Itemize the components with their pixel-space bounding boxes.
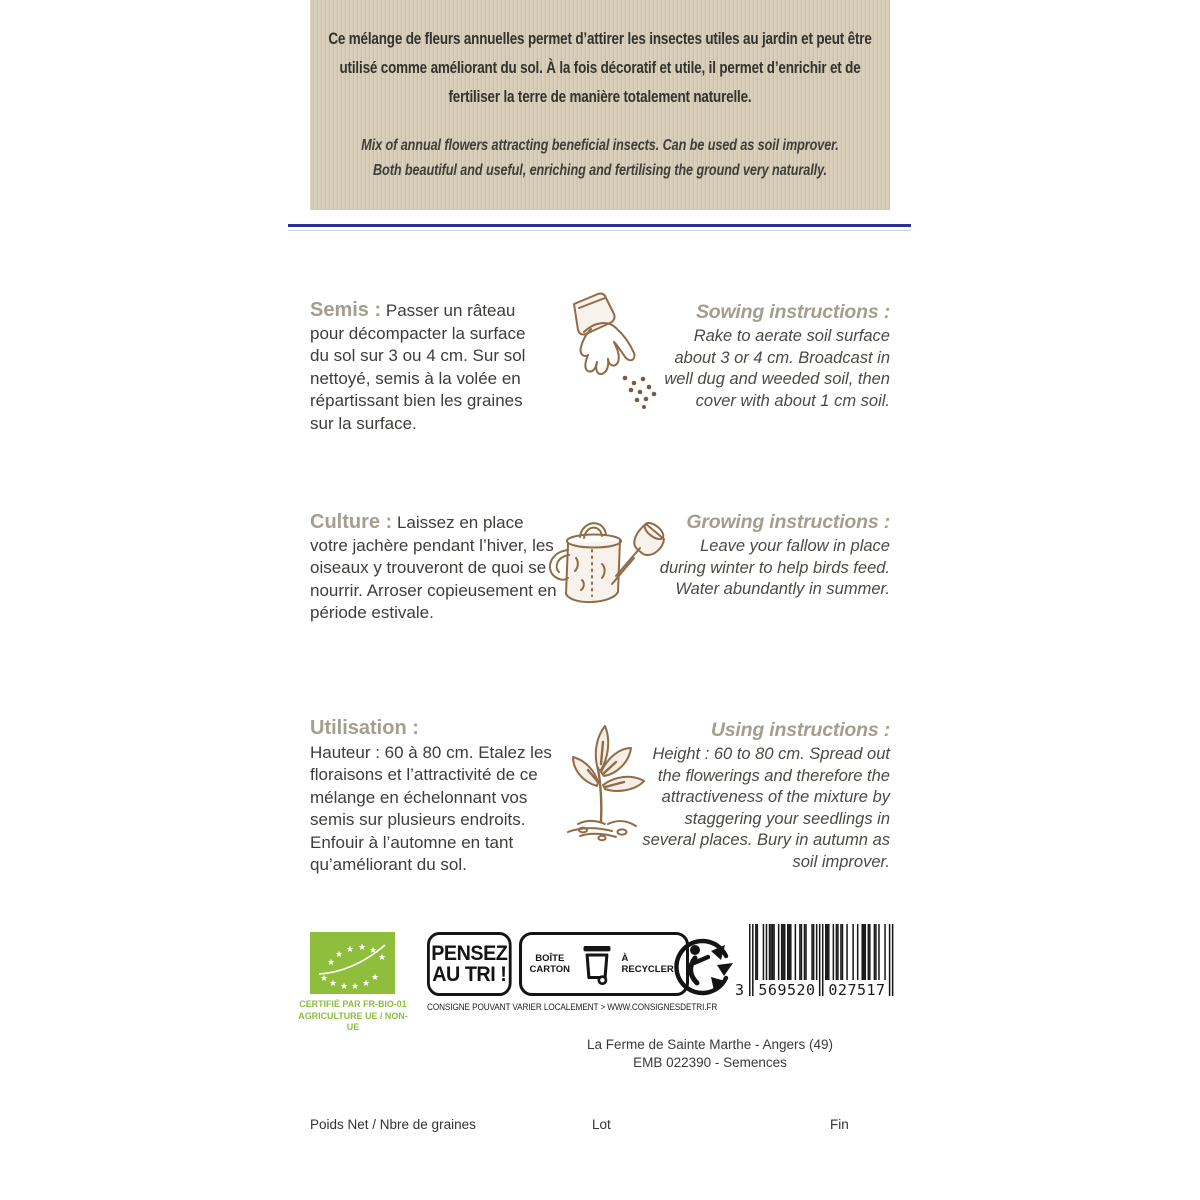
- svg-text:★: ★: [339, 982, 349, 992]
- intro-text-en: Mix of annual flowers attracting beneficial insects. Can be used as soil improver. Both beautiful and useful, enriching and fertilising the ground very naturally.: [361, 137, 839, 179]
- think-line2: AU TRI !: [432, 963, 507, 986]
- recycle-label: À RECYCLER: [621, 953, 674, 975]
- sowing-text-fr: [310, 299, 547, 435]
- growing-heading-fr: Culture :: [310, 511, 393, 533]
- sowing-body-fr: Passer un râteau pour décompacter la surface du sol sur 3 ou 4 cm. Sur sol nettoyé, semis à la volée en répartissant bien les graines sur la surface.: [310, 301, 526, 433]
- divider-line: [288, 224, 911, 227]
- using-text-fr: [310, 717, 564, 877]
- using-body-fr: Hauteur : 60 à 80 cm. Etalez les floraisons et l’attractivité de ce mélange en échelonnant vos semis sur plusieurs endroits. Enfouir à l’automne en tant qu’améliorant du sol.: [310, 742, 552, 874]
- intro-text-fr: Ce mélange de fleurs annuelles permet d’attirer les insectes utiles au jardin et peut être utilisé comme améliorant du sol. À la fois décoratif et utile, il permet d’enrichir et de fertiliser la terre de manière totalement naturelle.: [328, 29, 872, 106]
- barcode-digits-left: 569520: [758, 981, 816, 999]
- barcode-digit-first: 3: [735, 981, 745, 999]
- barcode-digits-right: 027517: [828, 981, 886, 999]
- growing-body-en: Leave your fallow in place during winter to help birds feed. Water abundantly in summer.: [659, 537, 890, 598]
- growing-heading-en: Growing instructions :: [686, 511, 890, 533]
- svg-text:★: ★: [361, 979, 371, 989]
- barcode: [735, 924, 897, 1008]
- sowing-body-en: Rake to aerate soil surface about 3 or 4 cm. Broadcast in well dug and weeded soil, then cover with about 1 cm soil.: [664, 327, 890, 410]
- svg-text:★: ★: [326, 958, 336, 968]
- svg-text:★: ★: [350, 982, 360, 992]
- svg-text:★: ★: [357, 943, 367, 953]
- using-heading-en: Using instructions :: [710, 719, 890, 741]
- growing-body-fr: Laissez en place votre jachère pendant l’hiver, les oiseaux y trouveront de quoi se nourrir. Arroser copieusement en période estivale.: [310, 513, 557, 622]
- producer-info: [510, 1036, 910, 1071]
- sowing-text-en: [650, 301, 890, 412]
- using-text-en: [630, 719, 890, 873]
- certification-line2: AGRICULTURE UE / NON-UE: [298, 1010, 408, 1033]
- trash-bin-icon: [579, 941, 615, 987]
- carton-recycle-box: [519, 932, 689, 996]
- svg-text:★: ★: [377, 953, 387, 963]
- producer-line2: EMB 022390 - Semences: [633, 1054, 787, 1070]
- using-body-en: Height : 60 to 80 cm. Spread out the flowerings and therefore the attractiveness of the mixture by staggering your seedlings in several places. Bury in autumn as soil improver.: [642, 745, 890, 871]
- svg-text:★: ★: [370, 973, 380, 983]
- hand-sowing-seeds-icon: [548, 290, 664, 410]
- svg-text:★: ★: [368, 946, 378, 956]
- watering-can-icon: [524, 508, 668, 624]
- sowing-heading-en: Sowing instructions :: [695, 301, 890, 323]
- material-label: BOÎTE CARTON: [529, 953, 570, 975]
- organic-certification-caption: [295, 999, 412, 1034]
- svg-text:★: ★: [345, 945, 355, 955]
- svg-text:★: ★: [319, 974, 329, 984]
- svg-text:★: ★: [328, 979, 338, 989]
- certification-line1: CERTIFIÉ PAR FR-BIO-01: [299, 999, 407, 1010]
- lot-label: Lot: [592, 1117, 611, 1132]
- using-heading-fr: Utilisation :: [310, 717, 419, 739]
- intro-panel: [310, 0, 890, 210]
- growing-text-en: [650, 511, 890, 601]
- recycling-info: [427, 932, 689, 996]
- divider-underline: [288, 230, 911, 231]
- end-label: Fin: [830, 1117, 849, 1132]
- svg-text:★: ★: [334, 950, 344, 960]
- net-weight-label: Poids Net / Nbre de graines: [310, 1117, 476, 1132]
- growing-text-fr: [310, 511, 557, 625]
- sowing-heading-fr: Semis :: [310, 299, 382, 321]
- producer-line1: La Ferme de Sainte Marthe - Angers (49): [586, 1037, 834, 1052]
- eu-organic-logo: [310, 932, 395, 994]
- sorting-notice: CONSIGNE POUVANT VARIER LOCALEMENT > WWW.CONSIGNESDETRI.FR: [427, 1002, 718, 1012]
- think-sorting-box: [427, 932, 512, 996]
- think-line1: PENSEZ: [431, 942, 508, 965]
- triman-logo: [674, 936, 736, 998]
